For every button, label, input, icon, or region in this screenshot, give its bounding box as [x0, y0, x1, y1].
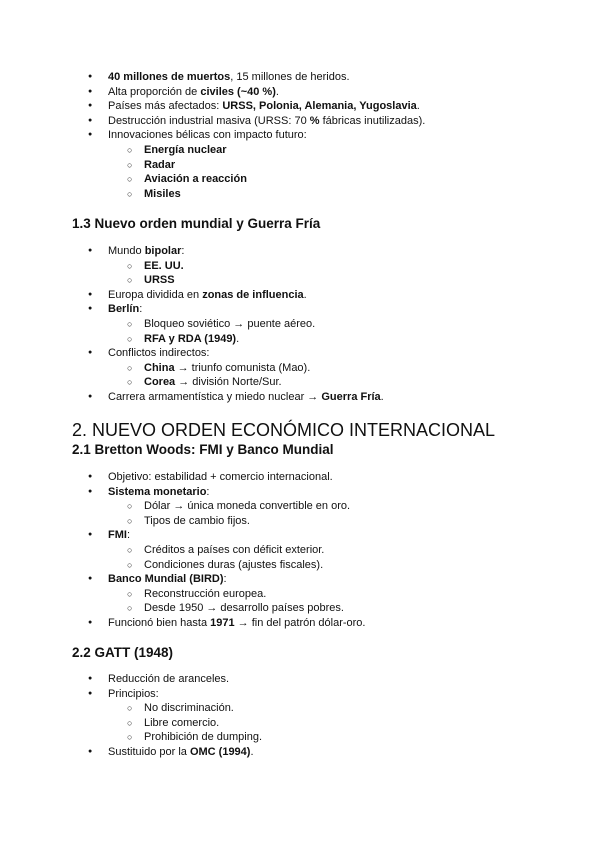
text-segment: → fin del patrón dólar-oro. [234, 616, 366, 629]
bold-text: Berlín [108, 303, 140, 316]
bold-text: bipolar [144, 245, 182, 257]
list-item [0, 390, 600, 405]
section-2-2-list-container [0, 672, 600, 760]
bold-text: 40 millones de muertos [108, 71, 231, 83]
bold-text: Corea [144, 376, 176, 389]
text-segment: . [275, 85, 279, 98]
list-item [0, 302, 600, 317]
sub-list-item [0, 730, 600, 745]
text-segment: fábricas inutilizadas). [319, 114, 426, 127]
text-segment: Destrucción industrial masiva (URSS: 70 [108, 114, 310, 127]
list-item [0, 528, 600, 543]
bullet-list [0, 70, 600, 201]
section-top-list-container [0, 70, 600, 201]
list-item [0, 572, 600, 587]
sub-list-item [0, 716, 600, 731]
sub-list-item [0, 361, 600, 376]
text-segment: . [250, 745, 254, 758]
bold-text: civiles (~40 %) [200, 85, 276, 98]
text-segment: → triunfo comunista (Mao). [174, 361, 311, 374]
heading-2-1: 2.1 Bretton Woods: FMI y Banco Mundial [72, 442, 334, 457]
list-item [0, 346, 600, 361]
bold-text: Energía nuclear [144, 143, 227, 156]
sub-list-item [0, 143, 600, 158]
list-item [0, 672, 600, 687]
text-segment: Principios: [108, 687, 159, 700]
section-1-3-list-container [0, 244, 600, 405]
sub-list-item [0, 332, 600, 347]
text-segment: Conflictos indirectos: [108, 347, 210, 360]
bold-text: Banco Mundial (BIRD) [108, 573, 224, 586]
bold-text: RFA y RDA (1949) [144, 332, 237, 345]
text-segment: : [139, 303, 143, 316]
text-segment: Dólar → única moneda convertible en oro. [144, 500, 351, 513]
list-item [0, 616, 600, 631]
text-segment: . [236, 332, 240, 345]
bold-text: OMC (1994) [189, 745, 251, 758]
heading-2: 2. NUEVO ORDEN ECONÓMICO INTERNACIONAL [72, 420, 496, 440]
bullet-list [0, 244, 600, 405]
list-item [0, 470, 600, 485]
bold-text: EE. UU. [144, 259, 184, 272]
text-segment: Bloqueo soviético → puente aéreo. [144, 317, 316, 330]
bold-text: Sistema monetario [108, 485, 207, 498]
sub-list-item [0, 273, 600, 288]
text-segment: Libre comercio. [144, 716, 220, 729]
sub-list-item [0, 499, 600, 514]
list-item [0, 745, 600, 760]
heading-1-3: 1.3 Nuevo orden mundial y Guerra Fría [72, 216, 321, 231]
list-item [0, 99, 600, 114]
sub-list-item [0, 601, 600, 616]
text-segment: . [380, 390, 384, 403]
list-item [0, 687, 600, 702]
bold-text: Guerra Fría [321, 390, 381, 403]
list-item [0, 85, 600, 100]
text-segment: : [126, 529, 131, 542]
bold-text: China [144, 361, 175, 374]
bold-text: zonas de influencia [202, 288, 304, 301]
text-segment: Países más afectados: [108, 100, 223, 113]
sub-list-item [0, 375, 600, 390]
text-segment: Sustituido por la [108, 745, 190, 758]
heading-2-2: 2.2 GATT (1948) [72, 645, 174, 660]
list-item [0, 288, 600, 303]
bold-text: FMI [108, 529, 127, 542]
text-segment: Europa dividida en [108, 288, 203, 301]
text-segment: Reconstrucción europea. [144, 587, 267, 600]
list-item [0, 485, 600, 500]
list-item [0, 128, 600, 143]
text-segment: → división Norte/Sur. [175, 376, 282, 389]
text-segment: Mundo [108, 245, 145, 257]
text-segment: Innovaciones bélicas con impacto futuro: [108, 129, 307, 142]
sub-list-item [0, 514, 600, 529]
bullet-list [0, 470, 600, 631]
sub-list-item [0, 317, 600, 332]
bullet-list [0, 672, 600, 760]
bold-text: URSS [144, 274, 175, 287]
bold-text: Aviación a reacción [144, 173, 247, 186]
sub-list-item [0, 701, 600, 716]
text-segment: : [223, 573, 227, 586]
bold-text: Misiles [144, 187, 181, 200]
text-segment: Carrera armamentística y miedo nuclear → [108, 390, 322, 403]
bold-text: URSS, Polonia, Alemania, Yugoslavia [222, 100, 417, 113]
sub-list-item [0, 587, 600, 602]
list-item [0, 244, 600, 259]
sub-list-item [0, 172, 600, 187]
sub-list-item [0, 543, 600, 558]
text-segment: Funcionó bien hasta [108, 616, 211, 629]
text-segment: Créditos a países con déficit exterior. [144, 543, 325, 556]
bold-text: % [309, 114, 320, 127]
text-segment: . [416, 100, 420, 113]
text-segment: , 15 millones de heridos. [230, 71, 350, 83]
text-segment: Condiciones duras (ajustes fiscales). [144, 558, 324, 571]
text-segment: : [181, 245, 185, 257]
text-segment: Prohibición de dumping. [144, 731, 263, 744]
bold-text: Radar [144, 158, 176, 171]
text-segment: Alta proporción de [108, 85, 201, 98]
text-segment: Objetivo: estabilidad + comercio internacional. [108, 471, 333, 483]
sub-list-item [0, 558, 600, 573]
sub-list-item [0, 259, 600, 274]
text-segment: Desde 1950 → desarrollo países pobres. [144, 602, 344, 615]
text-segment: No discriminación. [144, 702, 234, 715]
section-2-1-list-container [0, 470, 600, 631]
sub-list-item [0, 158, 600, 173]
text-segment: : [206, 485, 210, 498]
text-segment: Reducción de aranceles. [108, 673, 230, 685]
text-segment: . [303, 288, 307, 301]
sub-list-item [0, 187, 600, 202]
list-item [0, 114, 600, 129]
text-segment: Tipos de cambio fijos. [144, 514, 250, 527]
bold-text: 1971 [210, 616, 235, 629]
list-item [0, 70, 600, 85]
